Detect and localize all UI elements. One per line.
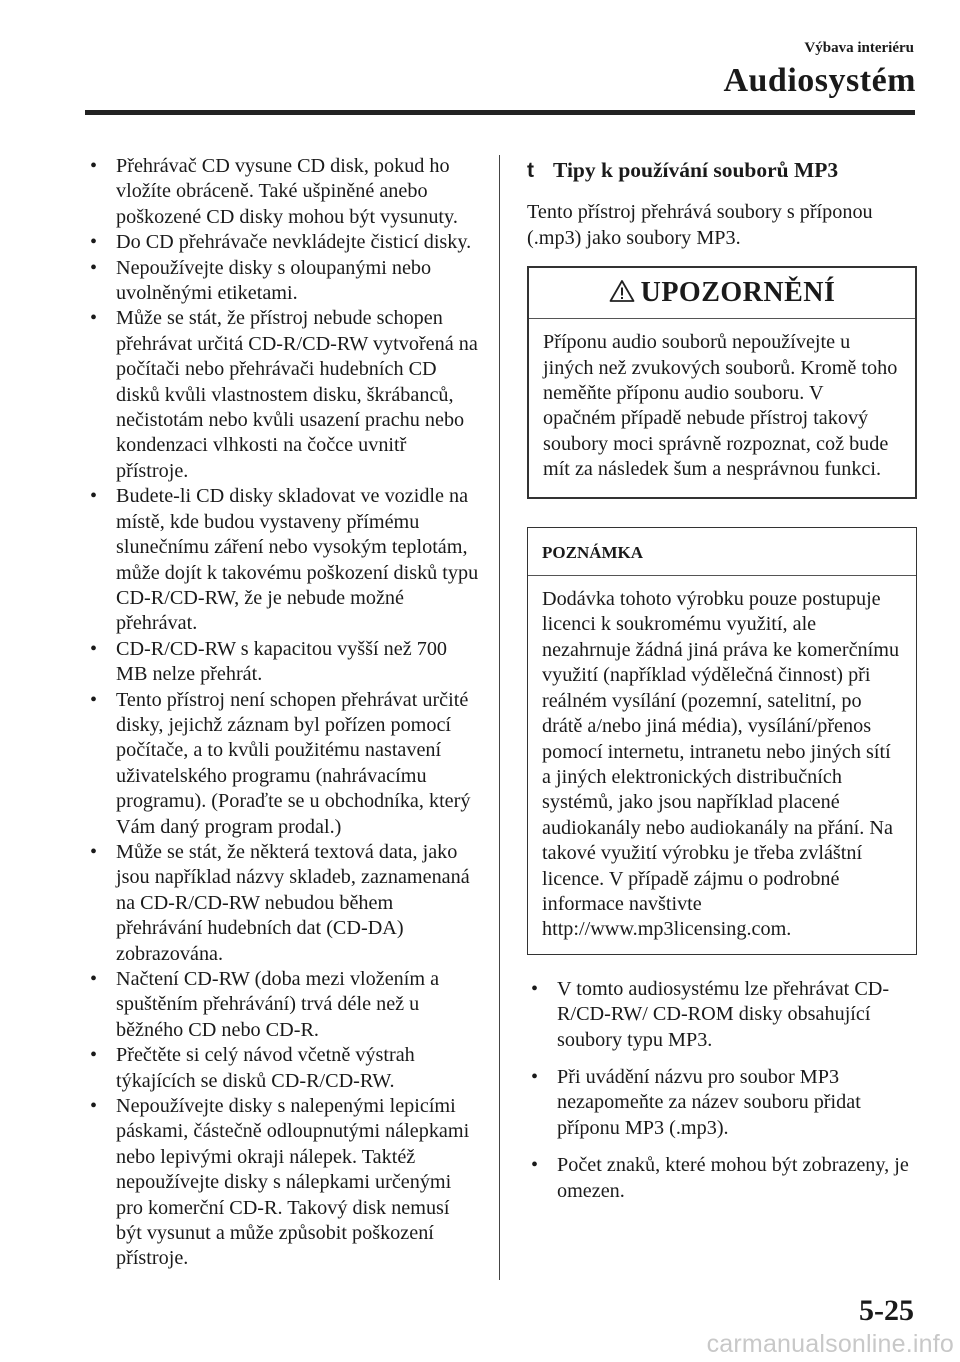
list-item [86,306,480,484]
watermark: carmanualsonline.info [706,1330,954,1358]
caution-title: UPOZORNĚNÍ [640,277,836,309]
right-column [527,154,917,1216]
page-number: 5-25 [859,1294,914,1327]
bullet-icon: • [90,840,98,863]
list-item [527,1153,917,1204]
list-item-text: Nepoužívejte disky s oloupanými nebo uvolněnými etiketami. [116,256,432,305]
left-column [86,154,480,1272]
list-item [86,230,480,255]
bullet-icon: • [90,155,98,177]
section-heading [527,158,917,183]
bullet-icon: • [90,688,98,711]
section-label: Výbava interiéru [804,40,914,56]
list-item [527,1065,917,1141]
list-item [86,967,480,1043]
section-heading-text: Tipy k používání souborů MP3 [553,158,839,182]
list-item-text: Může se stát, že některá textová data, jako jsou například názvy skladeb, zaznamenaná na CD-R/CD-RW nebudou během přehrávání hudebních dat (CD-DA) zobrazována. [116,840,470,965]
list-item [86,484,480,636]
list-item-text: CD-R/CD-RW s kapacitou vyšší než 700 MB nelze přehrát. [116,637,448,686]
intro-paragraph: Tento přístroj přehrává soubory s příponou (.mp3) jako soubory MP3. [527,201,873,249]
bullet-icon: • [90,1095,98,1118]
list-item [86,154,480,230]
list-item-text: Počet znaků, které mohou být zobrazeny, je omezen. [557,1154,909,1202]
section-marker-icon: t [527,159,534,182]
note-text: Dodávka tohoto výrobku pouze postupuje licenci k soukromému využití, ale nezahrnuje žádná jiná práva ke komerčnímu využití (například výdělečná činnost) při reálném vysílání (pozemní, satelitní, po drátě a/nebo jiná média), vysílání/přenos pomocí internetu, intranetu nebo jiných sítí a jiných elektronických distribučních systémů, jako jsou například placené audiokanály nebo audiokanály na přání. Na takové využití výrobku je třeba zvláštní licence. V případě zájmu o podrobné informace navštivte http://www.mp3licensing.com. [542,588,900,941]
caution-text: Příponu audio souborů nepoužívejte u jiných než zvukových souborů. Kromě toho neměňte příponu audio souboru. V opačném případě nebude přístroj takový soubory moci správně rozpoznat, což bude mít za následek šum a nesprávnou funkci. [543,331,898,481]
list-item [86,840,480,967]
bullet-icon: • [90,307,98,330]
list-item-text: Přehrávač CD vysune CD disk, pokud ho vložíte obráceně. Také ušpiněné anebo poškozené CD disky mohou být vysunuty. [116,155,458,228]
list-item-text: Budete-li CD disky skladovat ve vozidle na místě, kde budou vystaveny přímému slunečnímu záření nebo vysokým teplotám, může dojít k takovému poškození disků typu CD-R/CD-RW, že je nebude možné přehrávat. [116,485,479,635]
list-item-text: Při uvádění názvu pro soubor MP3 nezapomeňte za název souboru přidat příponu MP3 (.mp3). [557,1065,861,1139]
bullet-icon: • [531,1065,539,1088]
page-title: Audiosystém [723,62,916,99]
list-item-text: Do CD přehrávače nevkládejte čisticí disky. [116,231,472,254]
bullet-icon: • [90,256,98,279]
warning-triangle-icon [609,279,635,303]
list-item [86,256,480,307]
header-divider [85,110,915,115]
list-item-text: Nepoužívejte disky s nalepenými lepicími páskami, částečně odloupnutými nálepkami nebo lepivými okraji nálepek. Taktéž nepoužívejte disky s nálepkami určenými pro komerční CD-R. Takový disk nemusí být vysunut a může způsobit poškození přístroje. [116,1095,470,1270]
list-item-text: Tento přístroj není schopen přehrávat určité disky, jejichž záznam byl pořízen pomocí počítače, a to kvůli použitému nastavení uživatelského programu (nahrávacímu programu). (Poraďte se u obchodníka, který Vám daný program prodal.) [116,688,471,838]
list-item-text: Může se stát, že přístroj nebude schopen přehrávat určitá CD-R/CD-RW vytvořená na počítači nebo přehrávači hudebních CD disků kvůli vlastnostem disku, škrábanců, nečistotám nebo kvůli usazení prachu nebo kondenzaci vlhkosti na čočce uvnitř přístroje. [116,307,478,482]
bullet-icon: • [531,977,539,1000]
list-item [86,1094,480,1272]
bullet-icon: • [90,968,98,990]
list-item [86,1043,480,1094]
list-item-text: Načtení CD-RW (doba mezi vložením a spuštěním přehrávání) trvá déle než u běžného CD nebo CD-R. [116,968,440,1041]
list-item [86,688,480,840]
list-item-text: V tomto audiosystému lze přehrávat CD-R/CD-RW/ CD-ROM disky obsahující soubory typu MP3. [557,977,890,1051]
bullet-icon: • [90,637,98,660]
list-item-text: Přečtěte si celý návod včetně výstrah týkajících se disků CD-R/CD-RW. [116,1044,415,1092]
bullet-icon: • [90,1044,98,1067]
list-item [86,637,480,688]
note-title: POZNÁMKA [528,528,916,576]
list-item [527,977,917,1053]
bullet-icon: • [90,485,98,508]
bullet-icon: • [90,231,98,254]
note-box [527,527,917,955]
caution-box [527,266,917,498]
bullet-icon: • [531,1154,539,1177]
caution-header [529,268,915,319]
column-divider [499,155,500,1280]
